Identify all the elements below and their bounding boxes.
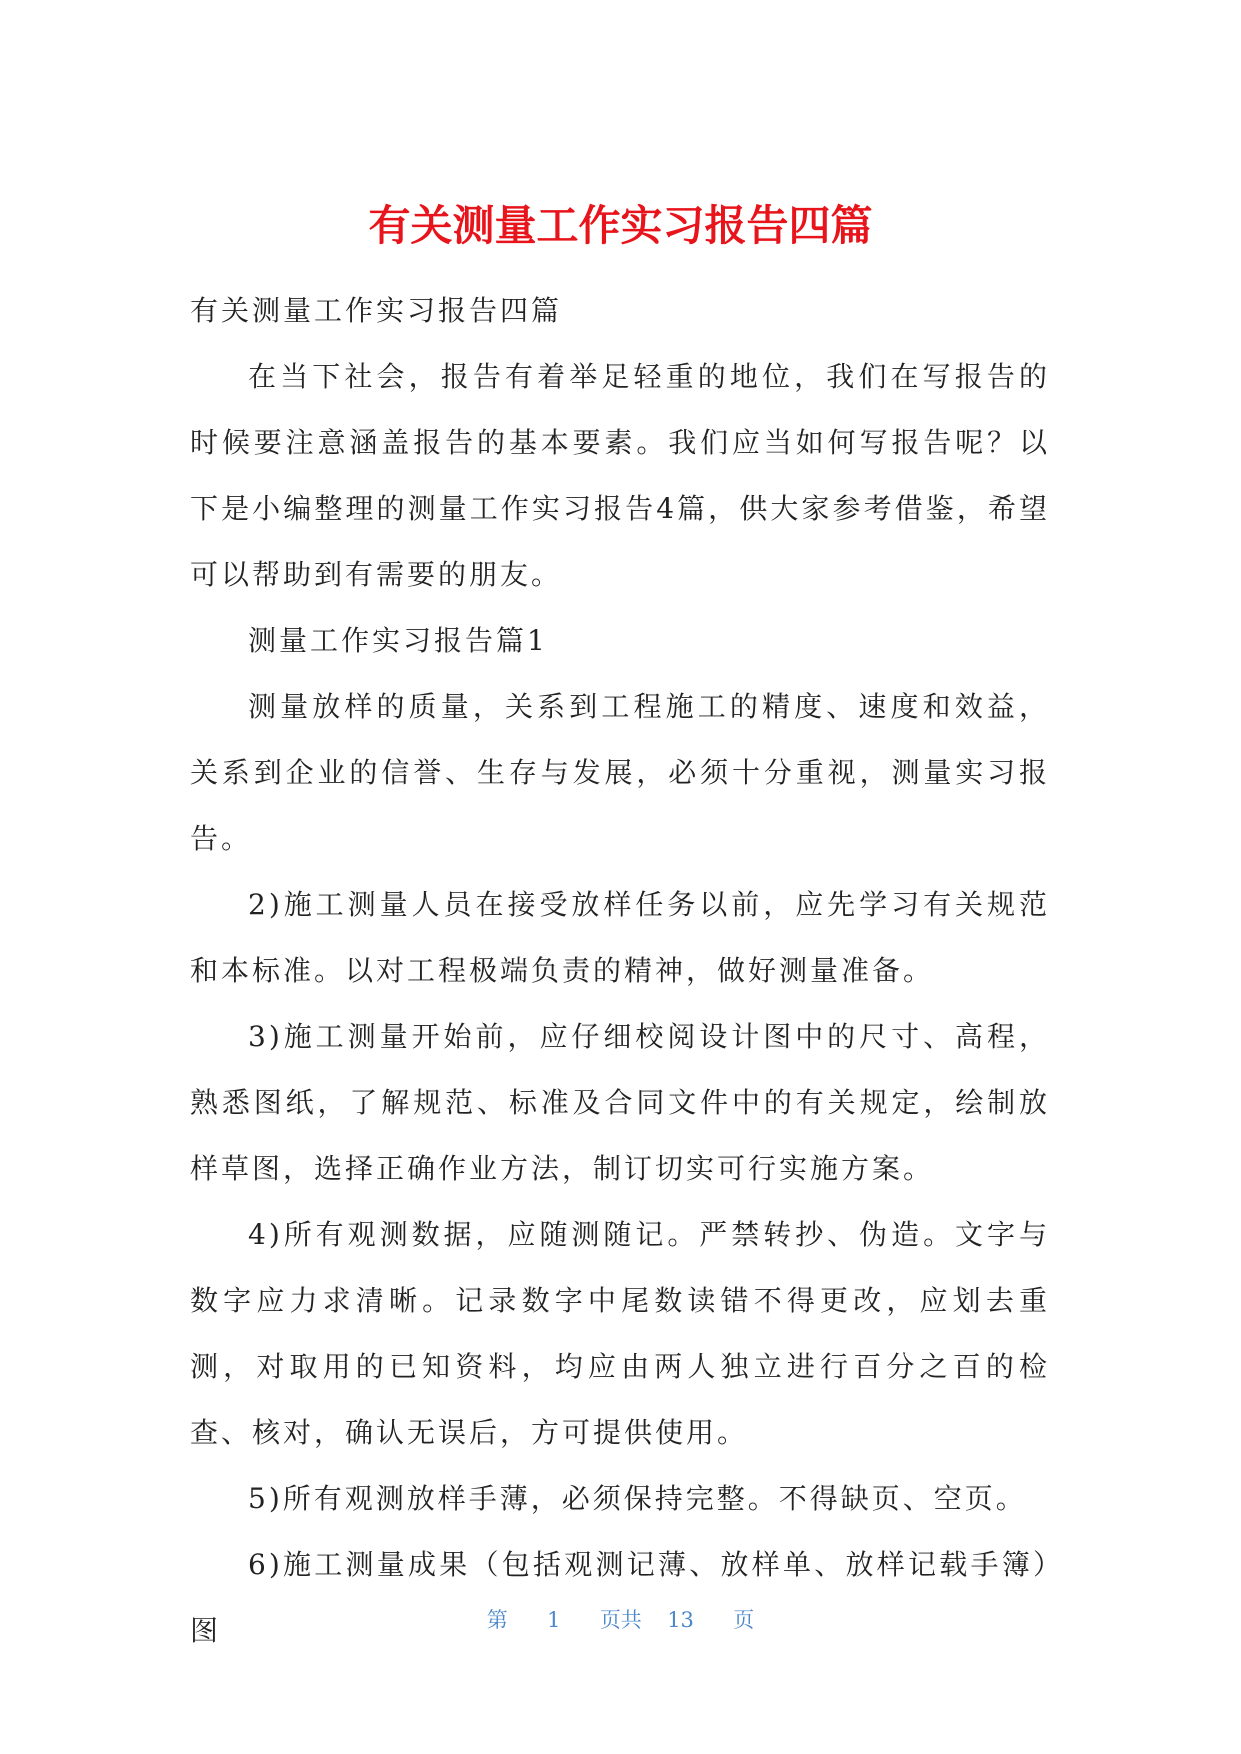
page-footer (0, 1605, 1241, 1635)
footer-total-pages: 13 (667, 1608, 694, 1632)
footer-suffix: 页 (733, 1608, 755, 1632)
paragraph-intro: 在当下社会，报告有着举足轻重的地位，我们在写报告的时候要注意涵盖报告的基本要素。我们应当如何写报告呢？以下是小编整理的测量工作实习报告4篇，供大家参考借鉴，希望可以帮助到有需要的朋友。 (190, 360, 1050, 591)
footer-page-number: 1 (547, 1608, 561, 1632)
document-body (190, 278, 1050, 1664)
footer-middle: 页共 (599, 1608, 642, 1632)
paragraph-subtitle: 有关测量工作实习报告四篇 (190, 294, 563, 327)
document-title: 有关测量工作实习报告四篇 (368, 201, 873, 250)
paragraph-item-2: 2)施工测量人员在接受放样任务以前，应先学习有关规范和本标准。以对工程极端负责的精神，做好测量准备。 (190, 888, 1050, 987)
paragraph-item-5: 5)所有观测放样手薄，必须保持完整。不得缺页、空页。 (248, 1482, 1027, 1515)
paragraph-item-1: 测量放样的质量，关系到工程施工的精度、速度和效益，关系到企业的信誉、生存与发展，必须十分重视，测量实习报告。 (190, 690, 1050, 855)
paragraph-item-3: 3)施工测量开始前，应仔细校阅设计图中的尺寸、高程，熟悉图纸，了解规范、标准及合同文件中的有关规定，绘制放样草图，选择正确作业方法，制订切实可行实施方案。 (190, 1020, 1050, 1185)
footer-prefix: 第 (486, 1608, 508, 1632)
paragraph-section-heading: 测量工作实习报告篇1 (248, 624, 548, 657)
paragraph-item-4: 4)所有观测数据，应随测随记。严禁转抄、伪造。文字与数字应力求清晰。记录数字中尾数读错不得更改，应划去重测，对取用的已知资料，均应由两人独立进行百分之百的检查、核对，确认无误后，方可提供使用。 (190, 1218, 1050, 1449)
paragraph-item-6: 6)施工测量成果（包括观测记薄、放样单、放样记载手簿）图 (190, 1548, 1050, 1647)
